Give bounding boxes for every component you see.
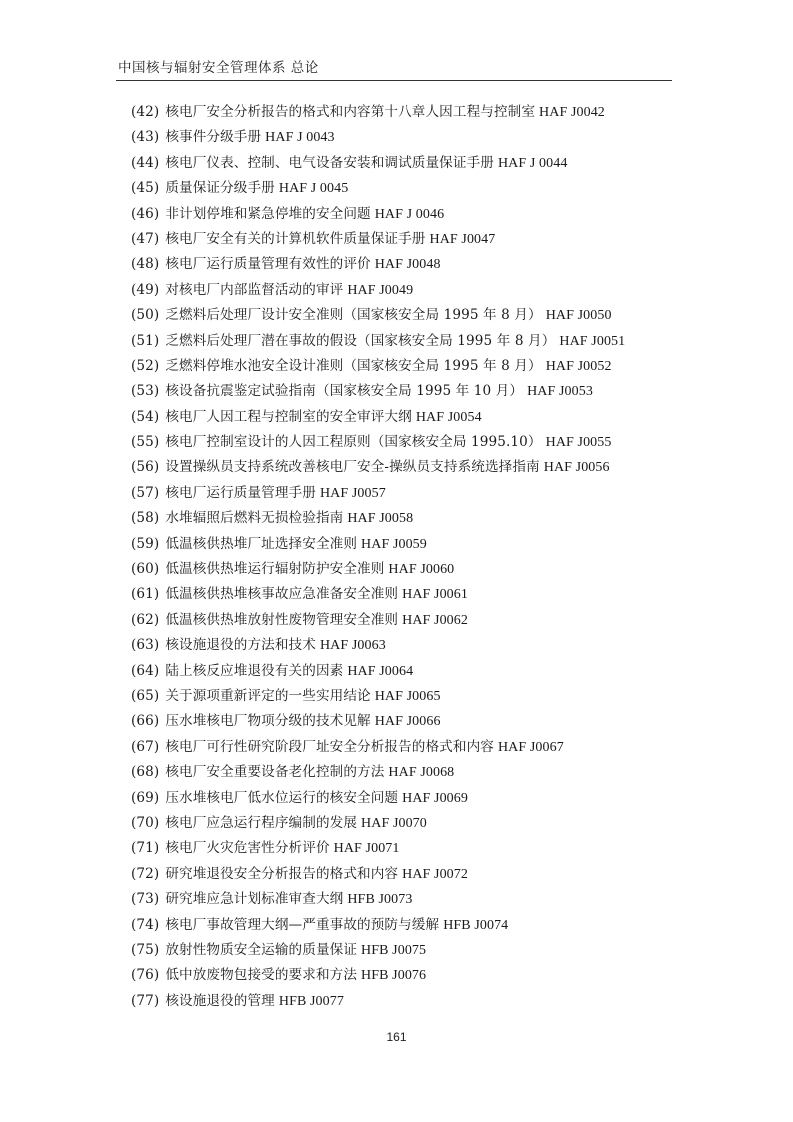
item-code: HAF J0056 xyxy=(543,460,610,476)
item-code: HAF J0047 xyxy=(429,231,496,247)
item-code: HAF J0071 xyxy=(333,841,400,857)
item-title: 设置操纵员支持系统改善核电厂安全-操纵员支持系统选择指南 xyxy=(165,459,540,476)
item-title: 质量保证分级手册 xyxy=(165,180,275,197)
list-item xyxy=(131,736,691,761)
item-title: 陆上核反应堆退役有关的因素 xyxy=(165,662,344,679)
item-title: 研究堆退役安全分析报告的格式和内容 xyxy=(165,865,399,882)
item-number: (74) xyxy=(131,916,160,933)
document-list xyxy=(131,101,691,1015)
item-code: HAF J0049 xyxy=(347,282,414,298)
list-item xyxy=(131,634,691,659)
list-item xyxy=(131,685,691,710)
item-title: 低温核供热堆厂址选择安全准则 xyxy=(165,535,358,552)
item-code: HFB J0076 xyxy=(361,968,427,984)
item-number: (66) xyxy=(131,713,160,730)
list-item xyxy=(131,761,691,786)
item-number: (53) xyxy=(131,383,160,400)
item-code: HAF J0064 xyxy=(347,663,414,679)
item-number: (71) xyxy=(131,840,160,857)
item-title: 核电厂安全重要设备老化控制的方法 xyxy=(165,764,385,781)
item-number: (75) xyxy=(131,941,160,958)
item-title: 核电厂运行质量管理有效性的评价 xyxy=(165,256,371,273)
item-number: (77) xyxy=(131,992,160,1009)
item-number: (47) xyxy=(131,230,160,247)
list-item xyxy=(131,533,691,558)
item-code: HAF J0070 xyxy=(361,815,427,831)
item-code: HAF J0068 xyxy=(388,765,455,781)
item-code: HFB J0074 xyxy=(443,917,509,933)
item-code: HAF J0042 xyxy=(539,105,605,120)
list-item xyxy=(131,507,691,532)
item-title: 核电厂控制室设计的人因工程原则（国家核安全局 1995.10） xyxy=(165,434,542,451)
item-number: (65) xyxy=(131,687,160,704)
item-title: 核电厂安全有关的计算机软件质量保证手册 xyxy=(165,230,426,247)
item-title: 核电厂安全分析报告的格式和内容第十八章人因工程与控制室 xyxy=(165,104,536,120)
list-item xyxy=(131,101,691,126)
item-title: 低温核供热堆放射性废物管理安全准则 xyxy=(165,611,399,628)
item-title: 乏燃料后处理厂潜在事故的假设（国家核安全局 1995 年 8 月） xyxy=(165,332,556,349)
item-title: 乏燃料停堆水池安全设计准则（国家核安全局 1995 年 8 月） xyxy=(165,357,542,374)
list-item xyxy=(131,304,691,329)
item-title: 低温核供热堆运行辐射防护安全准则 xyxy=(165,561,385,578)
item-title: 低中放废物包接受的要求和方法 xyxy=(165,967,358,984)
item-title: 核事件分级手册 xyxy=(165,129,262,146)
item-code: HAF J0066 xyxy=(374,714,441,730)
item-code: HFB J0073 xyxy=(347,892,413,908)
item-code: HAF J0050 xyxy=(545,308,612,324)
item-number: (50) xyxy=(131,307,160,324)
list-item xyxy=(131,710,691,735)
item-code: HAF J0053 xyxy=(527,384,593,400)
list-item xyxy=(131,964,691,989)
item-number: (64) xyxy=(131,662,160,679)
item-code: HAF J0069 xyxy=(402,790,468,806)
list-item xyxy=(131,431,691,456)
item-code: HFB J0075 xyxy=(361,942,427,958)
item-code: HAF J0048 xyxy=(374,257,441,273)
item-title: 压水堆核电厂低水位运行的核安全问题 xyxy=(165,789,399,806)
item-number: (45) xyxy=(131,180,160,197)
list-item xyxy=(131,837,691,862)
item-code: HAF J0062 xyxy=(402,612,468,628)
item-number: (60) xyxy=(131,561,160,578)
item-number: (63) xyxy=(131,637,160,654)
item-number: (48) xyxy=(131,256,160,273)
item-code: HAF J0055 xyxy=(545,435,612,451)
list-item xyxy=(131,583,691,608)
list-item xyxy=(131,380,691,405)
list-item xyxy=(131,406,691,431)
item-number: (76) xyxy=(131,967,160,984)
header-divider xyxy=(116,80,672,81)
list-item xyxy=(131,177,691,202)
item-code: HAF J0061 xyxy=(402,587,468,603)
item-number: (62) xyxy=(131,611,160,628)
list-item xyxy=(131,456,691,481)
item-number: (49) xyxy=(131,281,160,298)
list-item xyxy=(131,812,691,837)
item-title: 核设备抗震鉴定试验指南（国家核安全局 1995 年 10 月） xyxy=(165,383,524,400)
item-code: HFB J0077 xyxy=(278,993,344,1009)
list-item xyxy=(131,203,691,228)
list-item xyxy=(131,888,691,913)
item-number: (67) xyxy=(131,738,160,755)
running-header: 中国核与辐射安全管理体系 总论 xyxy=(118,60,319,76)
item-title: 关于源项重新评定的一些实用结论 xyxy=(165,687,371,704)
item-code: HAF J0051 xyxy=(559,333,626,349)
item-number: (44) xyxy=(131,154,160,171)
item-number: (58) xyxy=(131,510,160,527)
item-code: HAF J0065 xyxy=(374,688,441,704)
item-code: HAF J0063 xyxy=(319,638,386,654)
item-title: 核电厂仪表、控制、电气设备安装和调试质量保证手册 xyxy=(165,154,494,171)
list-item xyxy=(131,228,691,253)
item-title: 放射性物质安全运输的质量保证 xyxy=(165,941,358,958)
item-number: (51) xyxy=(131,332,160,349)
item-code: HAF J 0046 xyxy=(374,206,445,222)
item-code: HAF J 0045 xyxy=(278,181,349,197)
item-number: (68) xyxy=(131,764,160,781)
item-title: 非计划停堆和紧急停堆的安全问题 xyxy=(165,205,371,222)
item-title: 核电厂应急运行程序编制的发展 xyxy=(165,814,358,831)
list-item xyxy=(131,914,691,939)
item-code: HAF J0072 xyxy=(402,866,468,882)
item-number: (54) xyxy=(131,408,160,425)
item-number: (70) xyxy=(131,814,160,831)
item-code: HAF J 0043 xyxy=(265,130,335,146)
item-title: 水堆辐照后燃料无损检验指南 xyxy=(165,510,344,527)
item-code: HAF J0057 xyxy=(319,485,386,501)
item-number: (57) xyxy=(131,484,160,501)
list-item xyxy=(131,609,691,634)
list-item xyxy=(131,152,691,177)
item-code: HAF J0052 xyxy=(545,358,612,374)
list-item xyxy=(131,990,691,1015)
item-title: 乏燃料后处理厂设计安全准则（国家核安全局 1995 年 8 月） xyxy=(165,307,542,324)
list-item xyxy=(131,863,691,888)
item-title: 核电厂运行质量管理手册 xyxy=(165,484,316,501)
page-number: 161 xyxy=(386,1030,407,1044)
item-title: 对核电厂内部监督活动的审评 xyxy=(165,281,344,298)
list-item xyxy=(131,482,691,507)
item-number: (46) xyxy=(131,205,160,222)
item-number: (42) xyxy=(131,104,160,120)
list-item xyxy=(131,939,691,964)
item-title: 研究堆应急计划标准审查大纲 xyxy=(165,891,344,908)
item-code: HAF J0058 xyxy=(347,511,414,527)
item-code: HAF J0060 xyxy=(388,562,455,578)
item-title: 核设施退役的管理 xyxy=(165,992,275,1009)
item-number: (52) xyxy=(131,357,160,374)
item-title: 核电厂人因工程与控制室的安全审评大纲 xyxy=(165,408,412,425)
item-title: 压水堆核电厂物项分级的技术见解 xyxy=(165,713,371,730)
item-code: HAF J0067 xyxy=(497,739,564,755)
item-title: 低温核供热堆核事故应急准备安全准则 xyxy=(165,586,399,603)
item-title: 核电厂火灾危害性分析评价 xyxy=(165,840,330,857)
item-number: (72) xyxy=(131,865,160,882)
item-title: 核电厂事故管理大纲—严重事故的预防与缓解 xyxy=(165,916,440,933)
item-number: (59) xyxy=(131,535,160,552)
item-number: (55) xyxy=(131,434,160,451)
item-number: (61) xyxy=(131,586,160,603)
list-item xyxy=(131,279,691,304)
list-item xyxy=(131,253,691,278)
item-code: HAF J 0044 xyxy=(497,155,568,171)
item-title: 核设施退役的方法和技术 xyxy=(165,637,316,654)
list-item xyxy=(131,126,691,151)
item-code: HAF J0059 xyxy=(361,536,427,552)
list-item xyxy=(131,355,691,380)
item-number: (73) xyxy=(131,891,160,908)
list-item xyxy=(131,558,691,583)
list-item xyxy=(131,660,691,685)
item-number: (69) xyxy=(131,789,160,806)
item-number: (56) xyxy=(131,459,160,476)
list-item xyxy=(131,787,691,812)
list-item xyxy=(131,330,691,355)
item-number: (43) xyxy=(131,129,160,146)
item-title: 核电厂可行性研究阶段厂址安全分析报告的格式和内容 xyxy=(165,738,494,755)
item-code: HAF J0054 xyxy=(415,409,482,425)
